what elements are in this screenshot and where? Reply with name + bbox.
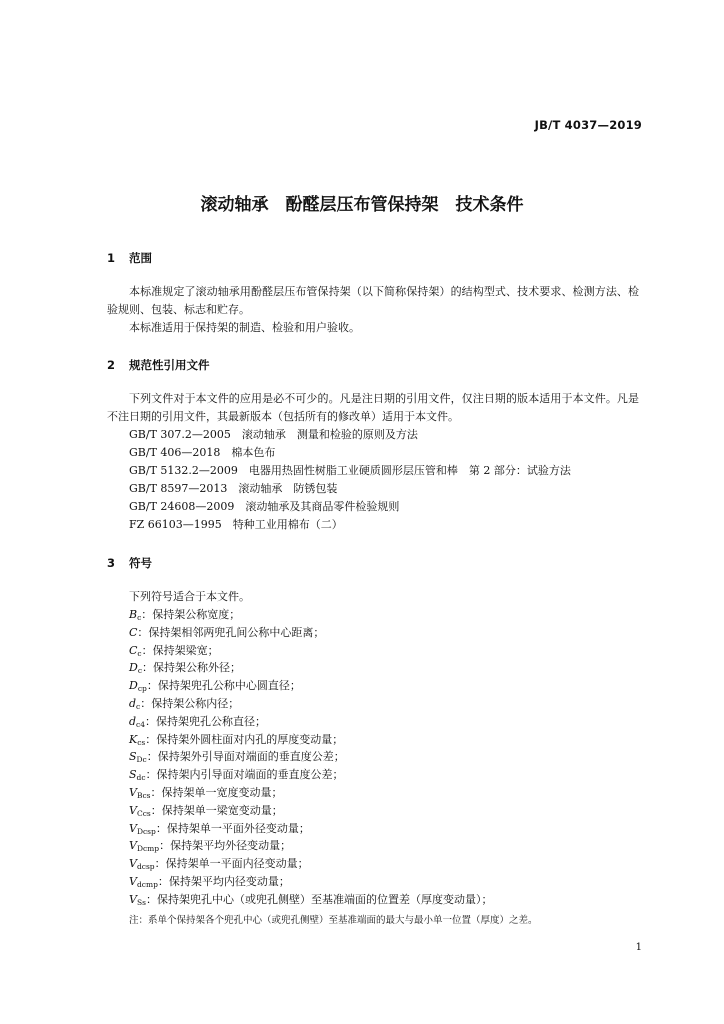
section-2-heading: [107, 357, 210, 373]
symbol: $S_{Dc}$: [129, 750, 147, 765]
section-title: 规范性引用文件: [129, 358, 210, 372]
symbol: $V_{Bcs}$: [129, 786, 151, 800]
section-1-heading: [107, 250, 152, 266]
symbol-definition: [129, 624, 324, 642]
symbol-description: ：保持架平均内径变动量；: [157, 875, 290, 888]
scope-paragraph-2: 本标准适用于保持架的制造、检验和用户验收。: [129, 321, 360, 334]
symbol-description: ：保持架兜孔公称直径；: [145, 714, 267, 728]
references-intro: 下列文件对于本文件的应用是必不可少的。凡是注日期的引用文件，仅注日期的版本适用于本文件。凡是不注日期的引用文件，其最新版本（包括所有的修改单）适用于本文件。: [107, 392, 639, 423]
symbol: $K_{cs}$: [129, 732, 146, 747]
reference-item: GB/T 406—2018 棉本色布: [129, 446, 276, 459]
page-number: 1: [635, 942, 642, 953]
section-number: 3: [107, 556, 116, 570]
symbol: $V_{Dcsp}$: [129, 821, 156, 836]
note: 注：系单个保持架各个兜孔中心（或兜孔侧壁）至基准端面的最大与最小单一位置（厚度）之差。: [129, 915, 538, 926]
symbol: C: [129, 625, 138, 639]
symbol-description: ：保持架外圆柱面对内孔的厚度变动量；: [145, 732, 344, 746]
symbol-description: ：保持架单一平面内径变动量；: [154, 857, 309, 871]
symbol: $S_{dc}$: [129, 768, 146, 783]
symbol-description: ：保持架单一平面外径变动量；: [155, 821, 310, 835]
symbol: $V_{dcmp}$: [129, 875, 158, 889]
symbol: $D_c$: [129, 661, 143, 676]
symbol-description: ：保持架公称内径；: [140, 697, 240, 710]
reference-item: GB/T 8597—2013 滚动轴承 防锈包装: [129, 482, 338, 495]
symbol-description: ：保持架兜孔中心（或兜孔侧壁）至基准端面的位置差（厚度变动量）；: [145, 892, 493, 906]
symbol-description: ：保持架公称宽度；: [141, 608, 241, 621]
symbol-description: ：保持架单一梁宽变动量；: [150, 803, 283, 817]
symbol-description: ：保持架公称外径；: [142, 661, 242, 675]
symbol-description: ：保持架外引导面对端面的垂直度公差；: [146, 750, 345, 764]
reference-item: GB/T 307.2—2005 滚动轴承 测量和检验的原则及方法: [129, 428, 418, 441]
reference-item: GB/T 5132.2—2009 电器用热固性树脂工业硬质圆形层压管和棒 第 2 部分：试验方法: [129, 464, 571, 477]
section-title: 符号: [129, 556, 153, 570]
symbol-description: ：保持架兜孔公称中心圆直径；: [146, 679, 301, 693]
symbol: $d_c$: [129, 697, 141, 711]
scope-paragraph-1: 本标准规定了滚动轴承用酚醛层压布管保持架（以下简称保持架）的结构型式、技术要求、检测方法、检验规则、包装、标志和贮存。: [107, 285, 639, 316]
symbols-intro: 下列符号适合于本文件。: [129, 590, 250, 603]
symbol-description: ：保持架平均外径变动量；: [159, 839, 292, 853]
symbol: $d_{c4}$: [129, 714, 146, 729]
standard-code: JB/T 4037—2019: [534, 118, 642, 132]
symbol: $D_{cp}$: [129, 679, 147, 694]
symbol: $B_c$: [129, 608, 142, 622]
section-number: 1: [107, 251, 116, 265]
document-title: 滚动轴承 酚醛层压布管保持架 技术条件: [200, 195, 524, 215]
symbol: $C_c$: [129, 643, 142, 658]
section-title: 范围: [129, 251, 153, 265]
section-number: 2: [107, 358, 116, 372]
symbol: $V_{dcsp}$: [129, 857, 155, 872]
reference-item: FZ 66103—1995 特种工业用棉布（二）: [129, 518, 343, 531]
section-3-heading: [107, 555, 152, 571]
symbol-description: ：保持架内引导面对端面的垂直度公差；: [145, 768, 344, 782]
symbol: $V_{Ccs}$: [129, 803, 151, 818]
symbol-description: ：保持架梁宽；: [141, 643, 219, 657]
symbol-definition: [129, 891, 492, 912]
symbol-description: ：保持架相邻两兜孔间公称中心距离；: [137, 625, 325, 639]
symbol: $V_{Ss}$: [129, 892, 146, 907]
reference-item: GB/T 24608—2009 滚动轴承及其商品零件检验规则: [129, 500, 400, 513]
symbol: $V_{Dcmp}$: [129, 839, 160, 854]
symbol-description: ：保持架单一宽度变动量；: [150, 786, 283, 799]
